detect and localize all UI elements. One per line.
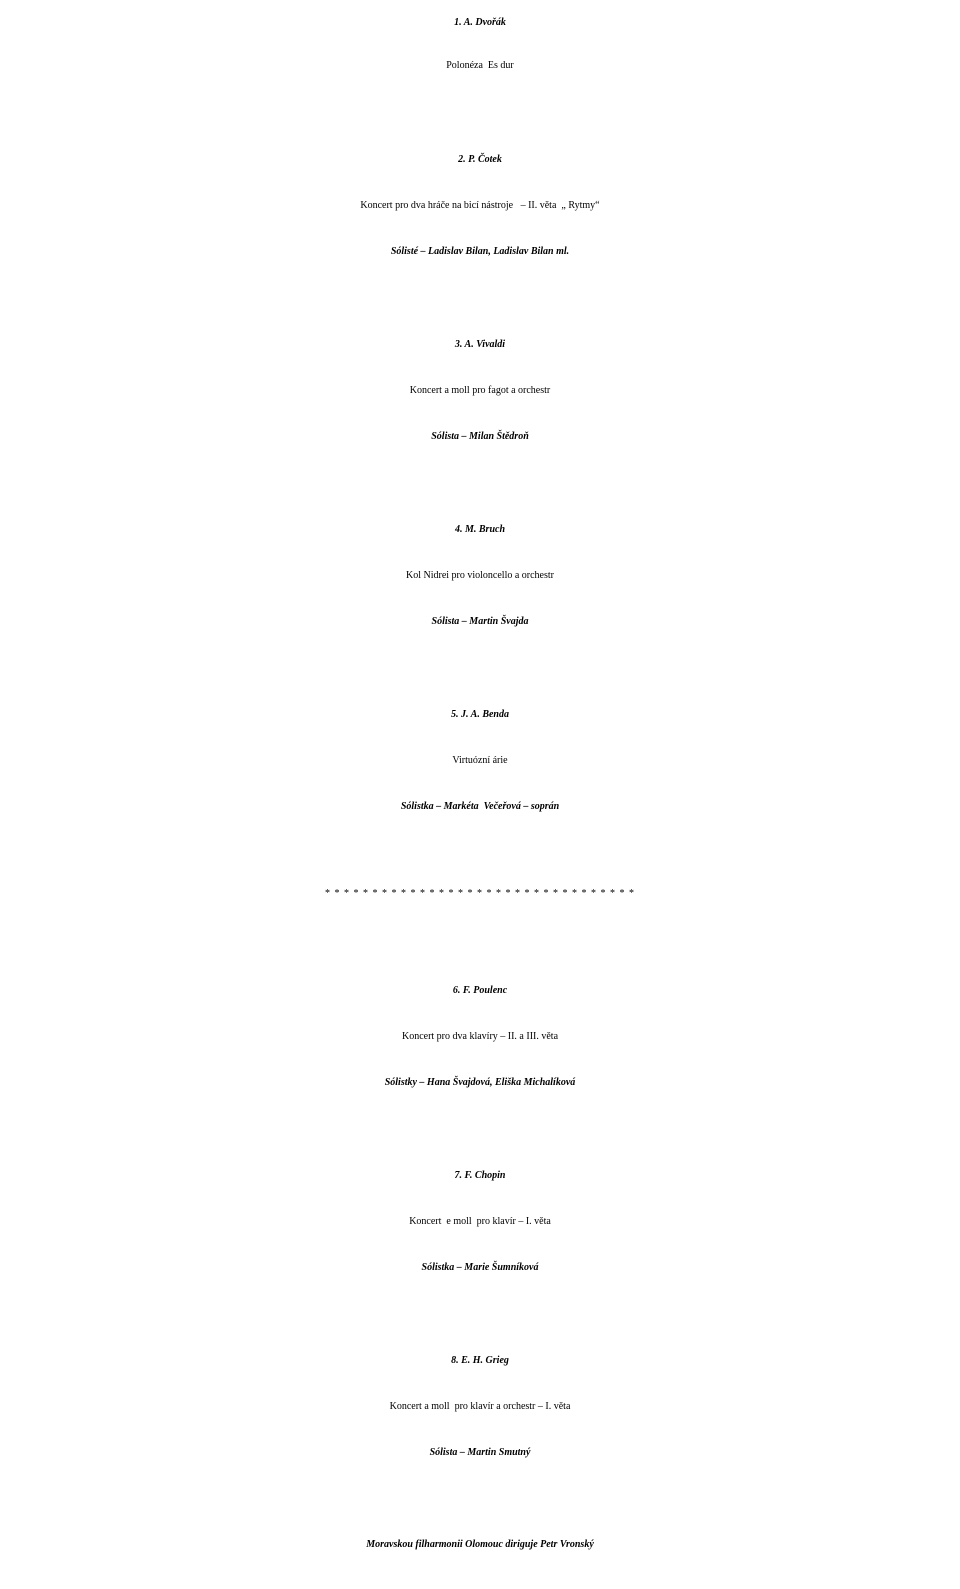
item-2-soloist: Sólisté – Ladislav Bilan, Ladislav Bilan ml. (390, 246, 570, 257)
item-4-work: Kol Nidrei pro violoncello a orchestr (405, 570, 554, 581)
item-7-soloist: Sólistka – Marie Šumníková (421, 1262, 539, 1273)
item-2-composer: 2. P. Čotek (458, 154, 502, 165)
item-8-work: Koncert a moll pro klavír a orchestr – I. věta (389, 1401, 571, 1412)
star-separator: * * * * * * * * * * * * * * * * * * * * * * * * * * * * * * * * * (325, 888, 635, 899)
item-8-soloist: Sólista – Martin Smutný (429, 1447, 531, 1458)
item-3-work: Koncert a moll pro fagot a orchestr (409, 385, 551, 396)
item-4-soloist: Sólista – Martin Švajda (431, 616, 529, 627)
conductor-footer: Moravskou filharmonii Olomouc diriguje Petr Vronský (366, 1539, 594, 1550)
item-7-work: Koncert e moll pro klavír – I. věta (409, 1216, 551, 1227)
item-6-work: Koncert pro dva klavíry – II. a III. věta (401, 1031, 559, 1042)
item-8-composer: 8. E. H. Grieg (451, 1355, 509, 1366)
item-6-composer: 6. F. Poulenc (452, 985, 508, 996)
item-1-composer: 1. A. Dvořák (454, 17, 506, 28)
item-2-work: Koncert pro dva hráče na bicí nástroje – II. věta „ Rytmy“ (360, 200, 600, 211)
item-5-soloist: Sólistka – Markéta Večeřová – soprán (400, 801, 560, 812)
item-1-work: Polonéza Es dur (446, 60, 514, 71)
item-3-soloist: Sólista – Milan Štědroň (431, 431, 529, 442)
item-4-composer: 4. M. Bruch (454, 524, 505, 535)
item-3-composer: 3. A. Vivaldi (454, 339, 506, 350)
item-6-soloist: Sólistky – Hana Švajdová, Eliška Michalíková (384, 1077, 576, 1088)
item-5-work: Virtuózní árie (452, 755, 508, 766)
item-7-composer: 7. F. Chopin (454, 1170, 506, 1181)
item-5-composer: 5. J. A. Benda (451, 709, 509, 720)
